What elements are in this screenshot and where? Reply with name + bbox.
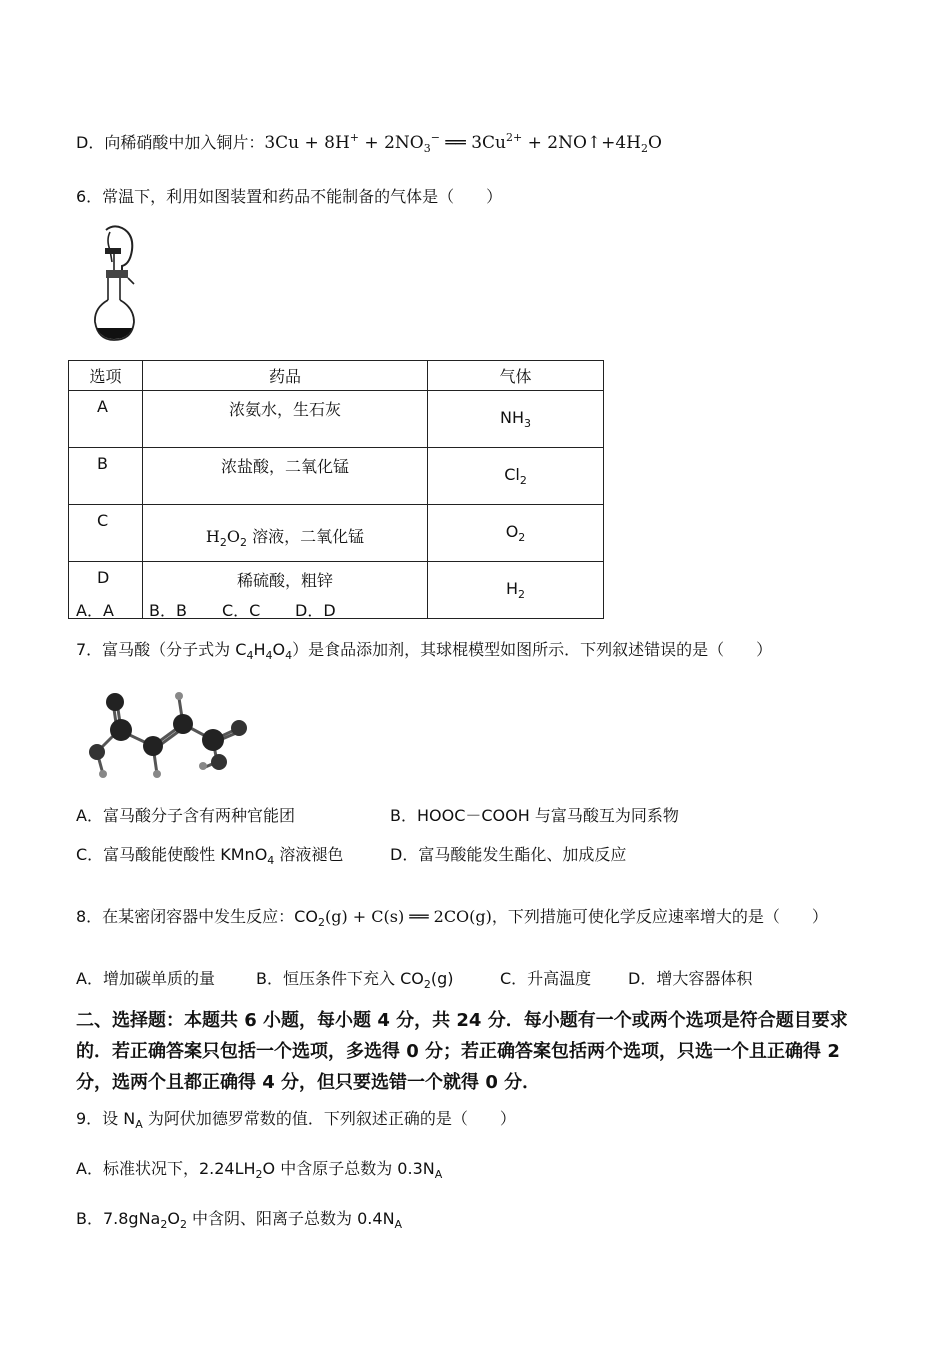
q7-option-d: D．富马酸能发生酯化、加成反应 xyxy=(390,845,627,864)
q8-options: A．增加碳单质的量 B．恒压条件下充入 $CO_2(g)$ C．升高温度 D．增大容器体积 xyxy=(76,969,753,991)
q6-options-table xyxy=(68,360,604,619)
table-header: 选项 xyxy=(69,361,143,391)
q9-option-b: B．$7.8gNa_2O_2$ 中含阴、阳离子总数为 $0.4N_A$ xyxy=(76,1209,403,1231)
section2-line2: 的．若正确答案只包括一个选项，多选得 0 分；若正确答案包括两个选项，只选一个且正确得 2 xyxy=(76,1041,840,1062)
q9-option-a: A．标准状况下，$2.24LH_2O$ 中含原子总数为 $0.3N_A$ xyxy=(76,1159,443,1181)
table-row: D 稀硫酸，粗锌 $H_2$ xyxy=(69,562,604,619)
q5-option-d: D．向稀硝酸中加入铜片：$3Cu + 8H^+ + 2NO_3^-$ ══ $3Cu^{2+}$ + $2NO↑+4H_2O$ xyxy=(76,131,662,155)
table-header: 气体 xyxy=(428,361,604,391)
table-row: C $H_2O_2$ 溶液，二氧化锰 $O_2$ xyxy=(69,505,604,562)
q7-option-c: C．富马酸能使酸性 KMnO$_4$ 溶液褪色 xyxy=(76,845,344,867)
q7-option-b: B．HOOC－COOH 与富马酸互为同系物 xyxy=(390,806,679,825)
q7-stem: 7．富马酸（分子式为 $C_4H_4O_4$）是食品添加剂，其球棍模型如图所示．下列叙述错误的是（ ） xyxy=(76,640,773,662)
q6-answers: A．A B．B C．C D．D xyxy=(76,601,336,620)
fumaric-acid-model xyxy=(85,690,255,780)
section2-line1: 二、选择题：本题共 6 小题，每小题 4 分，共 24 分．每小题有一个或两个选项是符合题目要求 xyxy=(76,1010,848,1031)
q9-stem: 9．设 $N_A$ 为阿伏加德罗常数的值．下列叙述正确的是（ ） xyxy=(76,1109,516,1131)
q6-stem: 6．常温下，利用如图装置和药品不能制备的气体是（ ） xyxy=(76,187,503,206)
table-header: 药品 xyxy=(143,361,428,391)
table-row: B 浓盐酸，二氧化锰 $Cl_2$ xyxy=(69,448,604,505)
table-row: A 浓氨水，生石灰 $NH_3$ xyxy=(69,391,604,448)
q8-stem: 8．在某密闭容器中发生反应：$CO_2(g) + C(s)$ ══ 2CO(g)，下列措施可使化学反应速率增大的是（ ） xyxy=(76,907,828,929)
q7-option-a: A．富马酸分子含有两种官能团 xyxy=(76,806,295,825)
apparatus-figure xyxy=(88,222,148,344)
section2-line3: 分，选两个且都正确得 4 分，但只要选错一个就得 0 分． xyxy=(76,1072,541,1093)
